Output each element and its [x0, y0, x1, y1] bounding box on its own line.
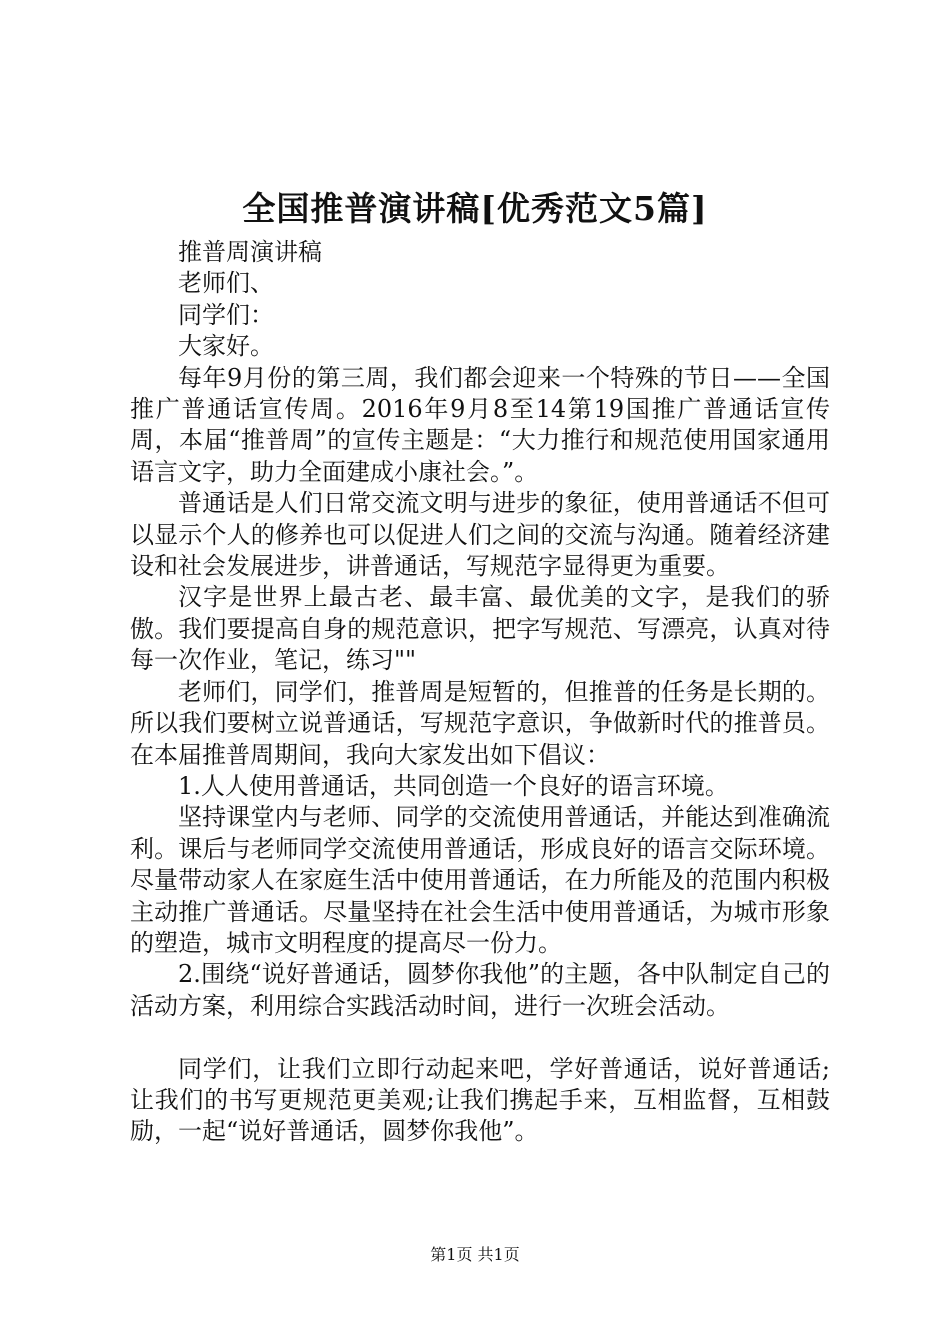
paragraph-proposal-1-detail: 坚持课堂内与老师、同学的交流使用普通话，并能达到准确流利。课后与老师同学交流使用普通话，形成良好的语言交际环境。尽量带动家人在家庭生活中使用普通话，在力所能及的范围内积极主动推广普通话。尽量坚持在社会生活中使用普通话，为城市形象的塑造，城市文明程度的提高尽一份力。 — [130, 803, 830, 957]
paragraph-mandarin-importance: 普通话是人们日常交流文明与进步的象征，使用普通话不但可以显示个人的修养也可以促进人们之间的交流与沟通。随着经济建设和社会发展进步，讲普通话，写规范字显得更为重要。 — [130, 489, 830, 581]
paragraph-gap — [130, 1022, 830, 1053]
paragraph-proposal-2: 2.围绕“说好普通话，圆梦你我他”的主题，各中队制定自己的活动方案，利用综合实践活动时间，进行一次班会活动。 — [130, 960, 830, 1020]
paragraph-closing: 同学们，让我们立即行动起来吧，学好普通话，说好普通话;让我们的书写更规范更美观;让我们携起手来，互相监督，互相鼓励，一起“说好普通话，圆梦你我他”。 — [130, 1054, 830, 1146]
paragraph-subtitle: 推普周演讲稿 — [178, 238, 322, 266]
paragraph-chinese-characters: 汉字是世界上最古老、最丰富、最优美的文字，是我们的骄傲。我们要提高自身的规范意识，把字写规范、写漂亮，认真对待每一次作业，笔记，练习"" — [130, 583, 830, 675]
page-footer: 第1页 共1页 — [430, 1245, 520, 1264]
paragraph-greeting-students: 同学们： — [178, 300, 274, 329]
document-title: 全国推普演讲稿[优秀范文5篇] — [242, 189, 708, 228]
document-body — [130, 237, 830, 1148]
paragraph-proposal-1: 1.人人使用普通话，共同创造一个良好的语言环境。 — [178, 771, 729, 800]
paragraph-proposal-intro: 老师们，同学们，推普周是短暂的，但推普的任务是长期的。所以我们要树立说普通话，写规范字意识，争做新时代的推普员。在本届推普周期间，我向大家发出如下倡议： — [130, 677, 830, 769]
paragraph-greeting-teachers: 老师们、 — [178, 269, 274, 298]
paragraph-intro: 每年9月份的第三周，我们都会迎来一个特殊的节日——全国推广普通话宣传周。2016年9月8至14第19国推广普通话宣传周，本届“推普周”的宣传主题是：“大力推行和规范使用国家通用语言文字，助力全面建成小康社会。”。 — [130, 363, 830, 486]
paragraph-greeting-all: 大家好。 — [178, 332, 274, 361]
